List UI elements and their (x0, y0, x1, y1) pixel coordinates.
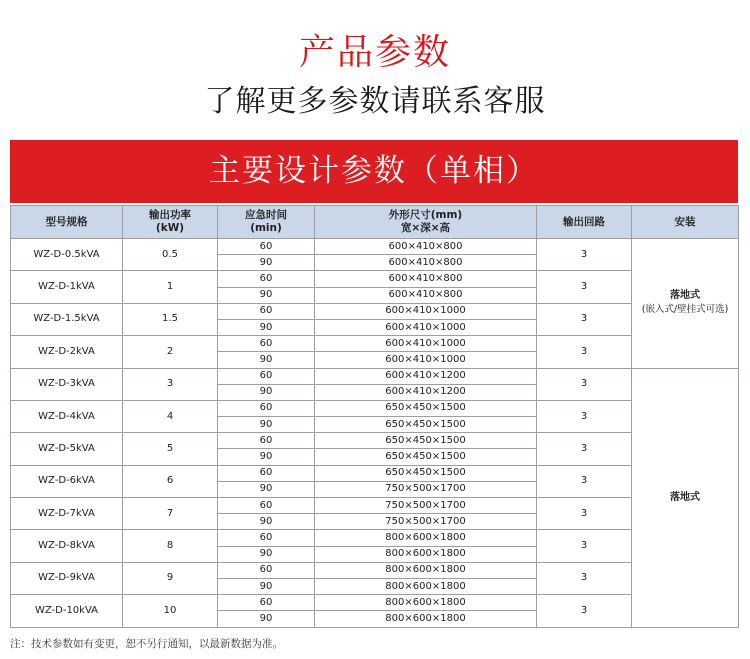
time-cell: 60 (218, 336, 315, 352)
header-circuits: 输出回路 (537, 206, 632, 239)
time-cell: 60 (218, 368, 315, 384)
table-row (11, 498, 739, 514)
size-cell: 650×450×1500 (315, 400, 537, 416)
circuits-cell: 3 (537, 530, 632, 562)
circuits-cell: 3 (537, 336, 632, 368)
circuits-cell: 3 (537, 433, 632, 465)
footnote: 注：技术参数如有变更，恕不另行通知，以最新数据为准。 (10, 638, 283, 650)
header-time: 应急时间 (min) (218, 206, 315, 239)
time-cell: 90 (218, 319, 315, 335)
size-cell: 800×600×1800 (315, 611, 537, 627)
time-cell: 60 (218, 498, 315, 514)
model-cell: WZ-D-0.5kVA (11, 239, 123, 271)
header-size: 外形尺寸(mm) 宽×深×高 (315, 206, 537, 239)
install-cell (632, 239, 739, 369)
circuits-cell: 3 (537, 465, 632, 497)
table-row (11, 562, 739, 578)
size-cell: 600×410×1000 (315, 319, 537, 335)
model-cell: WZ-D-1.5kVA (11, 303, 123, 335)
time-cell: 90 (218, 417, 315, 433)
model-cell: WZ-D-10kVA (11, 595, 123, 627)
circuits-cell: 3 (537, 595, 632, 627)
time-cell: 90 (218, 449, 315, 465)
size-cell: 650×450×1500 (315, 417, 537, 433)
size-cell: 600×410×800 (315, 287, 537, 303)
time-cell: 90 (218, 255, 315, 271)
size-cell: 600×410×800 (315, 255, 537, 271)
size-cell: 600×410×1000 (315, 352, 537, 368)
size-cell: 600×410×1200 (315, 384, 537, 400)
circuits-cell: 3 (537, 400, 632, 432)
size-cell: 600×410×1000 (315, 336, 537, 352)
time-cell: 90 (218, 611, 315, 627)
power-cell: 1.5 (123, 303, 218, 335)
time-cell: 90 (218, 514, 315, 530)
header-install: 安装 (632, 206, 739, 239)
power-cell: 1 (123, 271, 218, 303)
size-cell: 600×410×1000 (315, 303, 537, 319)
circuits-cell: 3 (537, 562, 632, 594)
model-cell: WZ-D-2kVA (11, 336, 123, 368)
time-cell: 60 (218, 239, 315, 255)
size-cell: 600×410×1200 (315, 368, 537, 384)
power-cell: 0.5 (123, 239, 218, 271)
size-cell: 750×500×1700 (315, 498, 537, 514)
model-cell: WZ-D-5kVA (11, 433, 123, 465)
header-power: 输出功率 (kW) (123, 206, 218, 239)
power-cell: 9 (123, 562, 218, 594)
power-cell: 4 (123, 400, 218, 432)
table-row (11, 433, 739, 449)
circuits-cell: 3 (537, 498, 632, 530)
install-cell (632, 368, 739, 627)
table-row (11, 595, 739, 611)
time-cell: 60 (218, 433, 315, 449)
power-cell: 6 (123, 465, 218, 497)
power-cell: 8 (123, 530, 218, 562)
size-cell: 800×600×1800 (315, 562, 537, 578)
model-cell: WZ-D-3kVA (11, 368, 123, 400)
time-cell: 60 (218, 303, 315, 319)
table-row (11, 400, 739, 416)
install-type: 落地式 (670, 290, 700, 302)
circuits-cell: 3 (537, 368, 632, 400)
time-cell: 90 (218, 481, 315, 497)
time-cell: 60 (218, 271, 315, 287)
circuits-cell: 3 (537, 271, 632, 303)
model-cell: WZ-D-9kVA (11, 562, 123, 594)
spec-table (10, 205, 739, 628)
time-cell: 90 (218, 578, 315, 594)
circuits-cell: 3 (537, 239, 632, 271)
time-cell: 60 (218, 530, 315, 546)
table-row (11, 271, 739, 287)
size-cell: 600×410×800 (315, 239, 537, 255)
size-cell: 650×450×1500 (315, 449, 537, 465)
model-cell: WZ-D-8kVA (11, 530, 123, 562)
time-cell: 60 (218, 595, 315, 611)
size-cell: 800×600×1800 (315, 595, 537, 611)
table-row (11, 465, 739, 481)
time-cell: 60 (218, 562, 315, 578)
page-subtitle: 了解更多参数请联系客服 (204, 84, 546, 119)
table-row (11, 336, 739, 352)
power-cell: 7 (123, 498, 218, 530)
size-cell: 800×600×1800 (315, 546, 537, 562)
header-model: 型号规格 (11, 206, 123, 239)
time-cell: 90 (218, 287, 315, 303)
power-cell: 10 (123, 595, 218, 627)
table-row (11, 368, 739, 384)
table-row (11, 239, 739, 255)
power-cell: 5 (123, 433, 218, 465)
power-cell: 2 (123, 336, 218, 368)
circuits-cell: 3 (537, 303, 632, 335)
size-cell: 800×600×1800 (315, 530, 537, 546)
model-cell: WZ-D-1kVA (11, 271, 123, 303)
time-cell: 90 (218, 384, 315, 400)
time-cell: 60 (218, 465, 315, 481)
size-cell: 750×500×1700 (315, 514, 537, 530)
table-row (11, 530, 739, 546)
section-banner: 主要设计参数（单相） (10, 140, 738, 203)
size-cell: 650×450×1500 (315, 433, 537, 449)
time-cell: 90 (218, 546, 315, 562)
model-cell: WZ-D-4kVA (11, 400, 123, 432)
install-options: (嵌入式/壁挂式可选) (641, 304, 729, 316)
model-cell: WZ-D-7kVA (11, 498, 123, 530)
model-cell: WZ-D-6kVA (11, 465, 123, 497)
power-cell: 3 (123, 368, 218, 400)
page-title: 产品参数 (298, 32, 451, 73)
install-type: 落地式 (670, 491, 700, 503)
size-cell: 750×500×1700 (315, 481, 537, 497)
size-cell: 650×450×1500 (315, 465, 537, 481)
table-row (11, 303, 739, 319)
size-cell: 600×410×800 (315, 271, 537, 287)
time-cell: 90 (218, 352, 315, 368)
size-cell: 800×600×1800 (315, 578, 537, 594)
table-header-row (11, 206, 739, 239)
time-cell: 60 (218, 400, 315, 416)
